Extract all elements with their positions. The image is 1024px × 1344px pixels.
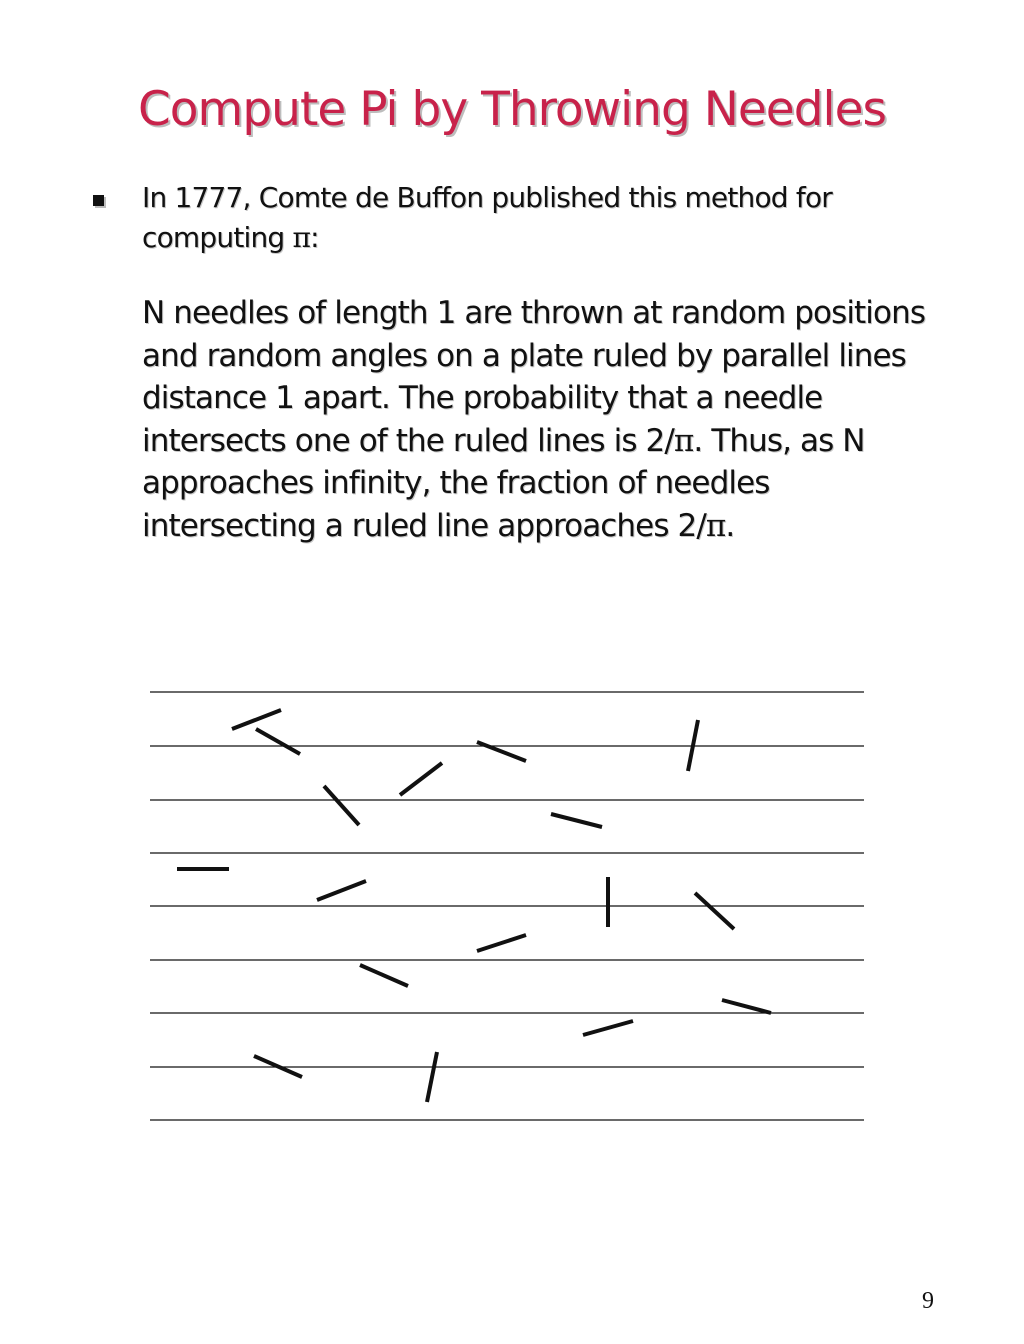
bullet-text-part2: :	[310, 221, 319, 254]
needle	[254, 1056, 302, 1077]
needle	[324, 786, 359, 825]
needle	[722, 1000, 771, 1013]
slide-title: Compute Pi by Throwing Needles	[137, 82, 887, 137]
ruled-lines	[150, 692, 864, 1120]
paragraph-part3: .	[725, 507, 735, 544]
needle	[317, 881, 366, 900]
needle	[400, 763, 442, 795]
paragraph-part2: . Thus, as N approaches infinity, the fraction of needles intersecting a ruled line approaches 2/	[142, 422, 865, 544]
explanation-paragraph	[142, 292, 942, 547]
bullet-text	[142, 178, 922, 258]
paragraph-part1: N needles of length 1 are thrown at random positions and random angles on a plate ruled by parallel lines distance 1 apart. The probability that a needle intersects one of the ruled lines is 2/	[142, 295, 926, 459]
bullet-text-part1: In 1777, Comte de Buffon published this method for computing	[142, 181, 832, 254]
needles	[177, 710, 771, 1102]
needle	[256, 729, 300, 754]
pi-symbol: π	[673, 422, 694, 459]
needle	[427, 1052, 437, 1102]
needle	[477, 935, 526, 951]
needle	[360, 965, 408, 986]
pi-symbol: π	[705, 507, 726, 544]
needle	[583, 1021, 633, 1035]
pi-symbol: π	[292, 221, 311, 254]
page-number: 9	[922, 1288, 934, 1314]
needle	[551, 814, 602, 827]
needle	[232, 710, 281, 729]
needle	[477, 742, 526, 761]
bullet-marker	[93, 195, 104, 206]
needle	[695, 893, 734, 929]
needle	[688, 720, 698, 771]
